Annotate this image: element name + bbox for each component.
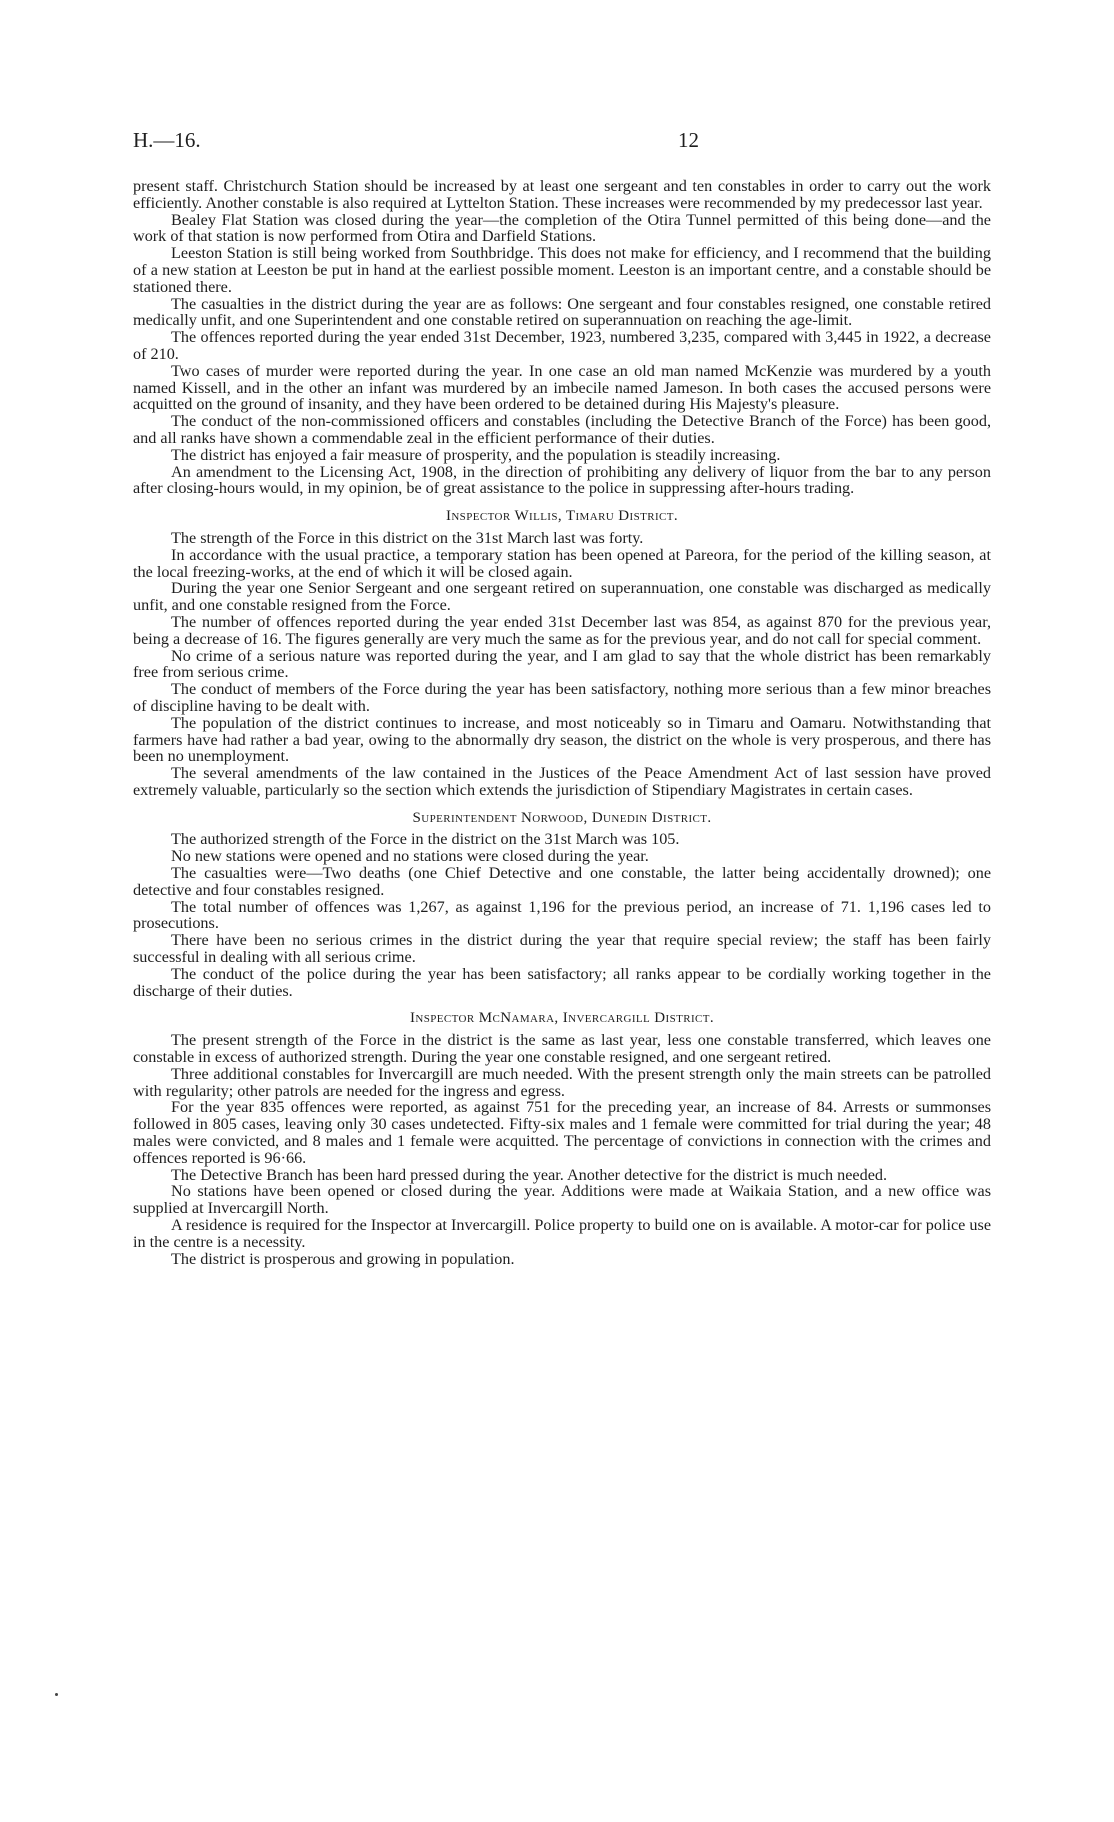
paragraph: The total number of offences was 1,267, as against 1,196 for the previous period, an increase of 71. 1,196 cases led to prosecutions. <box>133 897 991 933</box>
paragraph: The district is prosperous and growing in population. <box>171 1249 515 1268</box>
paragraph: The present strength of the Force in the district is the same as last year, less one constable transferred, which leaves one constable in excess of authorized strength. During the year one constable resigned, and one sergeant retired. <box>133 1031 991 1067</box>
page-number: 12 <box>678 128 699 152</box>
paragraph: The conduct of members of the Force during the year has been satisfactory, nothing more serious than a few minor breaches of discipline having to be dealt with. <box>133 680 991 715</box>
scan-mark <box>55 1693 58 1696</box>
paragraph: There have been no serious crimes in the district during the year that require special review; the staff has been fairly successful in dealing with all serious crime. <box>133 931 991 967</box>
paragraph: For the year 835 offences were reported, as against 751 for the preceding year, an increase of 84. Arrests or summonses followed in 805 cases, leaving only 30 cases undetected. Fifty-six males and 1 female were committed for trial during the year; 48 males were convicted, and 8 males and 1 female were acquitted. The percentage of convictions in connection with the crimes and offences reported is 96·66. <box>133 1098 991 1167</box>
paragraph: The population of the district continues to increase, and most noticeably so in Timaru and Oamaru. Notwithstanding that farmers have had rather a bad year, owing to the abnormally dry season, the district on the whole is very prosperous, and there has been no unemployment. <box>133 713 991 766</box>
paragraph: In accordance with the usual practice, a temporary station has been opened at Pareora, for the period of the killing season, at the local freezing-works, at the end of which it will be closed again. <box>133 545 991 581</box>
paragraph: The authorized strength of the Force in the district on the 31st March was 105. <box>171 830 680 849</box>
paragraph: Bealey Flat Station was closed during the year—the completion of the Otira Tunnel permitted of this being done—and the work of that station is now performed from Otira and Darfield Stations. <box>133 210 991 246</box>
paragraph: The conduct of the non-commissioned officers and constables (including the Detective Branch of the Force) has been good, and all ranks have shown a commendable zeal in the efficient performance of their duties. <box>133 412 991 447</box>
paragraph: The Detective Branch has been hard pressed during the year. Another detective for the district is much needed. <box>171 1165 888 1184</box>
paragraph: During the year one Senior Sergeant and one sergeant retired on superannuation, one constable was discharged as medically unfit, and one constable resigned from the Force. <box>133 579 991 615</box>
paragraph: The strength of the Force in this district on the 31st March last was forty. <box>171 528 644 547</box>
paragraph: The conduct of the police during the year has been satisfactory; all ranks appear to be cordially working together in the discharge of their duties. <box>133 964 991 1000</box>
paragraph: No crime of a serious nature was reported during the year, and I am glad to say that the whole district has been remarkably free from serious crime. <box>133 646 991 682</box>
paragraph: The casualties in the district during the year are as follows: One sergeant and four constables resigned, one constable retired medically unfit, and one Superintendent and one constable retired on superannuation on reaching the age-limit. <box>133 294 991 330</box>
paragraph: A residence is required for the Inspector at Invercargill. Police property to build one on is available. A motor-car for police use in the centre is a necessity. <box>133 1216 991 1251</box>
section-heading: Inspector McNamara, Invercargill District. <box>409 1010 715 1027</box>
report-body <box>133 178 991 1267</box>
paragraph: Leeston Station is still being worked from Southbridge. This does not make for efficiency, and I recommend that the building of a new station at Leeston be put in hand at the earliest possible moment. Leeston is an important centre, and a constable should be stationed there. <box>133 244 991 296</box>
paragraph: present staff. Christchurch Station should be increased by at least one sergeant and ten constables in order to carry out the work efficiently. Another constable is also required at Lyttelton Station. These increases were recommended by my predecessor last year. <box>133 177 991 212</box>
section-heading: Inspector Willis, Timaru District. <box>445 508 679 525</box>
section-heading: Superintendent Norwood, Dunedin District. <box>412 809 712 826</box>
paragraph: No stations have been opened or closed during the year. Additions were made at Waikaia Station, and a new office was supplied at Invercargill North. <box>133 1182 991 1218</box>
page-header <box>133 128 993 158</box>
paragraph: The district has enjoyed a fair measure of prosperity, and the population is steadily increasing. <box>171 445 781 464</box>
document-reference: H.—16. <box>133 128 201 152</box>
paragraph: Two cases of murder were reported during the year. In one case an old man named McKenzie was murdered by a youth named Kissell, and in the other an infant was murdered by an imbecile named Jameson. In both cases the accused persons were acquitted on the ground of insanity, and they have been ordered to be detained during His Majesty's pleasure. <box>133 361 991 414</box>
paragraph: The casualties were—Two deaths (one Chief Detective and one constable, the latter being accidentally drowned); one detective and four constables resigned. <box>133 864 991 899</box>
paragraph: The number of offences reported during the year ended 31st December last was 854, as against 870 for the previous year, being a decrease of 16. The figures generally are very much the same as for the previous year, and do not call for special comment. <box>133 612 991 648</box>
paragraph: An amendment to the Licensing Act, 1908, in the direction of prohibiting any delivery of liquor from the bar to any person after closing-hours would, in my opinion, be of great assistance to the police in suppressing after-hours trading. <box>133 462 991 498</box>
paragraph: No new stations were opened and no stations were closed during the year. <box>171 847 649 866</box>
paragraph: The several amendments of the law contained in the Justices of the Peace Amendment Act of last session have proved extremely valuable, particularly so the section which extends the jurisdiction of Stipendiary Magistrates in certain cases. <box>133 764 991 799</box>
paragraph: Three additional constables for Invercargill are much needed. With the present strength only the main streets can be patrolled with regularity; other patrols are needed for the ingress and egress. <box>133 1064 991 1100</box>
paragraph: The offences reported during the year ended 31st December, 1923, numbered 3,235, compared with 3,445 in 1922, a decrease of 210. <box>133 328 991 363</box>
